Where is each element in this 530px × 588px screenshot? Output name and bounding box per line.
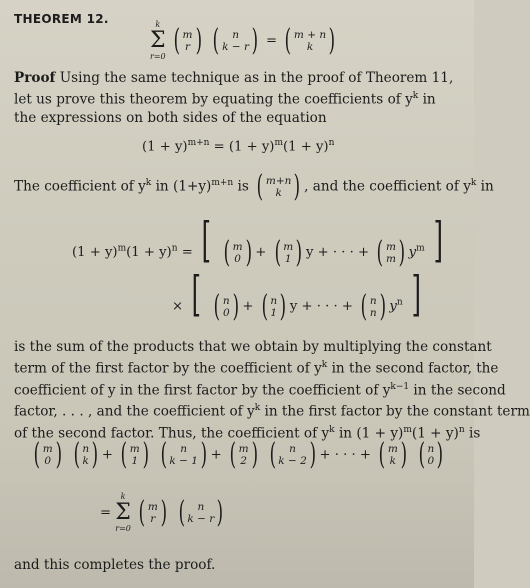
binomial: ( m r ): [138, 495, 167, 530]
binomial: ( m + n k ): [284, 23, 336, 58]
equals-sign: =: [100, 505, 112, 521]
binomial: ( m 0 ): [223, 234, 252, 270]
binomial: ( m 1 ): [120, 437, 149, 472]
binomial: ( n k − r ): [213, 23, 259, 58]
binomial: ( m+n k ): [256, 169, 301, 204]
binomial: ( m 0 ): [33, 437, 62, 472]
binomial: ( n 0 ): [418, 437, 444, 472]
summation: k Σ r=0: [150, 20, 166, 61]
binomial: ( m 1 ): [274, 234, 303, 270]
binomial: ( n k − 1 ): [160, 437, 208, 472]
binomial: ( n n ): [360, 288, 386, 324]
summation: k Σ r=0: [115, 492, 131, 533]
binomial: ( n k − 2 ): [269, 437, 316, 472]
theorem-equation: [150, 20, 339, 62]
expansion-line-1: $(1 + y)^m(1 + y)^n$ = [ ( m 0 ) + ( m 1 ) y + · · · + ( m m ) $y^m$ ]: [72, 212, 443, 270]
expansion-line-2: × [ ( n 0 ) + ( n 1 ) y + · · · + ( n n ) $y^n$ ]: [172, 266, 421, 324]
identity-equation: $(1 + y)^{m+n} = (1 + y)^m(1 + y)^n$: [142, 138, 335, 155]
binomial: ( m r ): [173, 23, 202, 58]
binomial: ( n k − r ): [178, 495, 224, 530]
sum-upper-limit: k: [155, 20, 161, 29]
theorem-label: THEOREM 12.: [14, 12, 109, 26]
equals-sign: =: [265, 33, 277, 49]
binomial: ( n k ): [73, 437, 99, 472]
proof-lead: Proof: [14, 70, 56, 86]
sum-lower-limit: r=0: [150, 52, 166, 61]
binomial: ( m k ): [378, 437, 407, 472]
proof-paragraph: Proof Using the same technique as in the proof of Theorem 11, let us prove this theorem by equating the coefficients of $y^k$ in the expressions on both sides of the equation: [14, 70, 454, 126]
closing-line: and this completes the proof.: [14, 557, 216, 573]
final-summation: [100, 492, 227, 534]
coefficient-line: The coefficient of $y^k$ in $(1+y)^{m+n}$ is ( m+n k ) , and the coefficient of $y^k$ in: [14, 169, 494, 204]
sum-of-products: ( m 0 ) ( n k ) + ( m 1 ) ( n k − 1 ) + ( m 2 ) ( n k − 2 ) + · · · + ( m k ) ( n 0 ): [30, 440, 447, 470]
binomial: ( n 1 ): [261, 288, 287, 324]
binomial: ( n 0 ): [213, 288, 239, 324]
explanation-paragraph: is the sum of the products that we obtain by multiplying the constant term of the first factor by the coefficient of $y^k$ in the second factor, the coefficient of y in the first factor by the coefficient of $y^{k-1}$ in the second factor, . . . , and the coefficient of $y^k$ in the first factor by the constant term of the second factor. Thus, the coefficient of $y^k$ in $(1 + y)^m(1 + y)^n$ is: [14, 339, 530, 442]
binomial: ( m 2 ): [229, 437, 258, 472]
binomial: ( m m ): [376, 234, 406, 270]
